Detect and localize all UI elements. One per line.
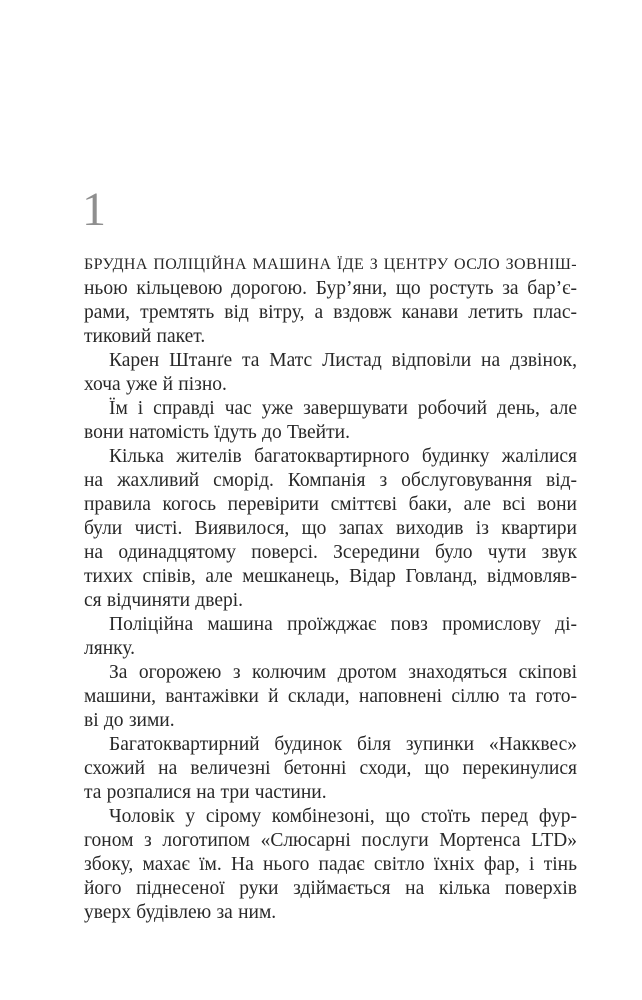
text-line: хоча уже й пізно. [84, 374, 227, 395]
paragraph [84, 613, 577, 661]
text-line: БРУДНА ПОЛІЦІЙНА МАШИНА ЇДЕ З ЦЕНТРУ ОСЛО ЗОВНІШ- [84, 256, 577, 273]
paragraph [84, 733, 577, 805]
text-line: Багатоквартирний будинок біля зупинки «Накквес» [109, 734, 577, 755]
text-line: машини, вантажівки й склади, наповнені сіллю та гото- [84, 686, 577, 707]
text-line: Кілька жителів багатоквартирного будинку жалілися [109, 446, 577, 467]
text-line: лянку. [84, 638, 136, 659]
text-line: вони натомість їдуть до Твейти. [84, 422, 350, 443]
text-line: ся відчиняти двері. [84, 590, 244, 611]
text-line: збоку, махає їм. На нього падає світло їхніх фар, і тінь [84, 854, 577, 875]
text-line: схожий на величезні бетонні сходи, що перекинулися [84, 758, 577, 779]
text-line: тихих співів, але мешканець, Відар Говланд, відмовляв- [84, 566, 577, 587]
text-line: правила когось перевірити сміттєві баки, але всі вони [84, 494, 577, 515]
text-line: на жахливий сморід. Компанія з обслуговування від- [84, 470, 577, 491]
text-line: тиковий пакет. [84, 326, 206, 347]
chapter-number: 1 [82, 183, 106, 236]
text-line: на одинадцятому поверсі. Зсередини було чути звук [84, 542, 577, 563]
paragraph [84, 397, 577, 445]
text-line: Чоловік у сірому комбінезоні, що стоїть перед фур- [109, 806, 577, 827]
text-line: гоном з логотипом «Слюсарні послуги Мортенса LTD» [84, 830, 577, 851]
paragraph [84, 253, 577, 349]
paragraph [84, 445, 577, 613]
text-line: Карен Штанґе та Матс Листад відповіли на дзвінок, [109, 350, 577, 371]
paragraph [84, 805, 577, 925]
text-line: За огорожею з колючим дротом знаходяться скіпові [109, 662, 577, 683]
paragraph [84, 661, 577, 733]
text-line: ньою кільцевою дорогою. Бур’яни, що ростуть за бар’є- [84, 278, 577, 299]
text-line: Їм і справді час уже завершувати робочий день, але [109, 398, 577, 419]
text-line: ві до зими. [84, 710, 175, 731]
text-line: його піднесеної руки здіймається на кілька поверхів [84, 878, 577, 899]
text-line: уверх будівлею за ним. [84, 902, 277, 923]
text-line: рами, тремтять від вітру, а вздовж канави летить плас- [84, 302, 577, 323]
text-line: Поліційна машина проїжджає повз промислову ді- [109, 614, 577, 635]
text-block [84, 253, 577, 925]
text-line: та розпалися на три частини. [84, 782, 327, 803]
paragraph [84, 349, 577, 397]
text-line: були чисті. Виявилося, що запах виходив із квартири [84, 518, 577, 539]
